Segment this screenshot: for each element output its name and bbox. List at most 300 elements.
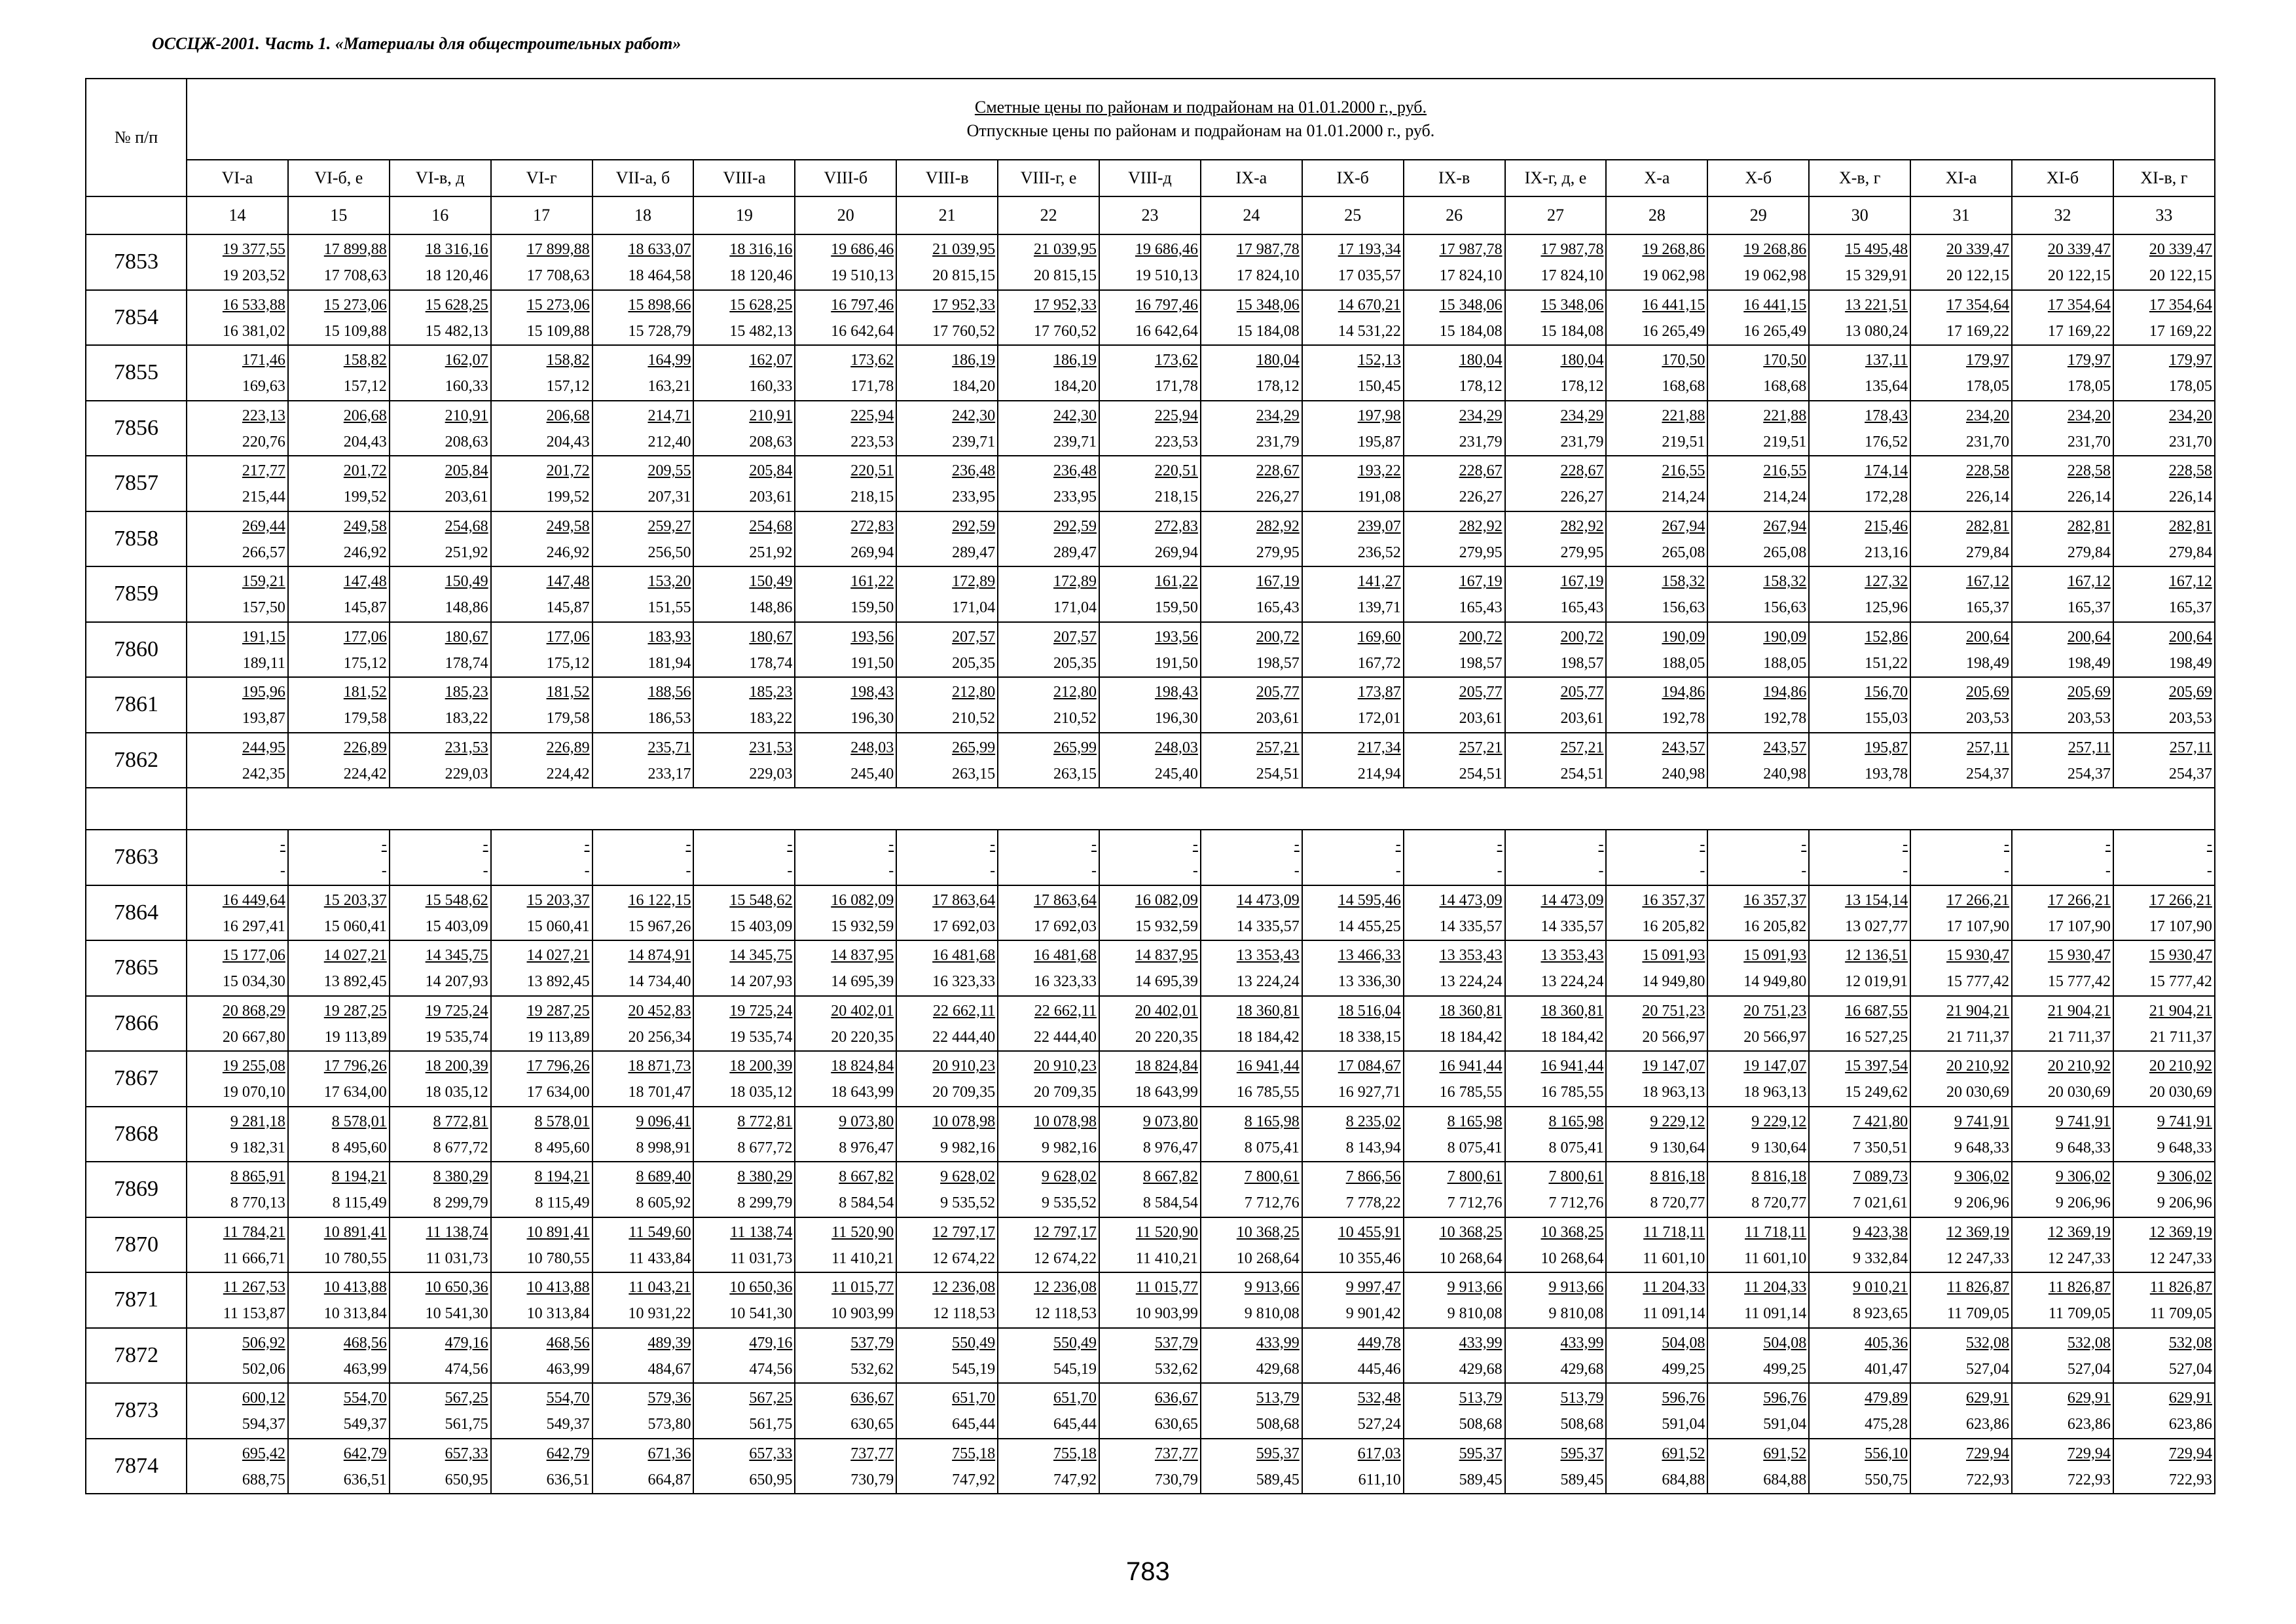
price-cell [1910, 1051, 2012, 1107]
estimated-price: 20 210,92 [2149, 1058, 2212, 1075]
estimated-price: 19 255,08 [222, 1058, 285, 1075]
price-cell [1505, 1107, 1607, 1162]
release-price: 20 030,69 [1946, 1084, 2010, 1101]
price-cell [390, 885, 491, 941]
release-price: 199,52 [343, 489, 387, 506]
release-price: 9 332,84 [1853, 1249, 1908, 1267]
release-price: 226,14 [2168, 489, 2212, 506]
estimated-price: 158,32 [1662, 573, 1705, 590]
estimated-price: 537,79 [850, 1334, 894, 1352]
release-price: 203,61 [445, 489, 488, 506]
caption-release-prices: Отпускные цены по районам и подрайонам на 01.01.2000 г., руб. [966, 121, 1435, 140]
release-price: 16 381,02 [222, 322, 285, 340]
estimated-price: 18 360,81 [1540, 1002, 1604, 1020]
price-cell [998, 996, 1099, 1052]
estimated-price: 532,48 [1357, 1390, 1401, 1407]
estimated-price: 221,88 [1763, 407, 1807, 424]
estimated-price: 17 899,88 [526, 241, 590, 258]
estimated-price: 10 650,36 [729, 1279, 793, 1296]
estimated-price: 11 784,21 [223, 1223, 285, 1241]
price-cell [2012, 511, 2113, 567]
estimated-price: 231,53 [749, 739, 793, 756]
release-price: 12 247,33 [2047, 1249, 2111, 1267]
price-cell [1404, 996, 1505, 1052]
price-cell [1201, 733, 1302, 788]
price-cell [998, 290, 1099, 346]
release-price: 204,43 [546, 433, 590, 451]
estimated-price: 18 516,04 [1338, 1002, 1401, 1020]
estimated-price: 205,69 [1966, 684, 2010, 701]
price-cell [288, 1107, 390, 1162]
price-cell [998, 1107, 1099, 1162]
price-cell [2113, 733, 2215, 788]
release-price: 16 642,64 [1135, 322, 1198, 340]
price-cell [2113, 622, 2215, 678]
release-price: 16 785,55 [1236, 1084, 1300, 1101]
release-price: 645,44 [1053, 1416, 1097, 1433]
estimated-price: 205,77 [1560, 684, 1604, 701]
blank-row-number-cell [86, 788, 187, 830]
price-cell [2012, 290, 2113, 346]
release-price: 589,45 [1560, 1471, 1604, 1488]
price-cell [1505, 511, 1607, 567]
estimated-price: 695,42 [242, 1445, 285, 1462]
price-cell [1809, 1217, 1910, 1273]
price-cell [1099, 401, 1201, 456]
price-cell [1606, 290, 1707, 346]
estimated-price: 9 229,12 [1650, 1113, 1705, 1130]
estimated-price: - [483, 836, 488, 853]
estimated-price: 16 441,15 [1743, 296, 1807, 314]
column-number: 23 [1099, 196, 1201, 234]
estimated-price: 600,12 [242, 1390, 285, 1407]
price-cell [390, 1328, 491, 1384]
price-cell [1910, 940, 2012, 996]
price-cell [288, 234, 390, 290]
price-cell [1910, 290, 2012, 346]
estimated-price: 405,36 [1865, 1334, 1908, 1352]
price-cell [693, 1162, 795, 1217]
price-cell [1404, 677, 1505, 733]
estimated-price: 159,21 [242, 573, 285, 590]
release-price: - [990, 862, 996, 879]
estimated-price: 7 800,61 [1244, 1168, 1300, 1185]
release-price: 148,86 [445, 599, 488, 616]
estimated-price: 15 397,54 [1845, 1058, 1908, 1075]
estimated-price: 16 082,09 [1135, 891, 1198, 909]
release-price: 747,92 [1053, 1471, 1097, 1488]
estimated-price: 629,91 [2168, 1390, 2212, 1407]
estimated-price: 200,64 [2067, 628, 2111, 646]
release-price: 18 184,42 [1540, 1028, 1604, 1046]
price-cell [1201, 622, 1302, 678]
row-number: 7860 [86, 622, 187, 678]
estimated-price: 14 473,09 [1439, 891, 1503, 909]
price-cell [2012, 401, 2113, 456]
row-number: 7858 [86, 511, 187, 567]
release-price: 184,20 [1053, 378, 1097, 395]
release-price: - [1395, 862, 1401, 879]
price-cell [1302, 733, 1404, 788]
price-cell [288, 996, 390, 1052]
estimated-price: - [381, 836, 387, 853]
release-price: 203,61 [1256, 710, 1300, 727]
price-cell [592, 345, 694, 401]
estimated-price: 12 136,51 [1845, 947, 1908, 964]
estimated-price: 180,04 [1459, 352, 1503, 369]
release-price: 254,51 [1459, 765, 1503, 783]
estimated-price: 21 904,21 [1946, 1002, 2010, 1020]
release-price: 218,15 [1154, 489, 1198, 506]
release-price: 193,87 [242, 710, 285, 727]
release-price: 8 770,13 [230, 1194, 285, 1211]
estimated-price: 642,79 [343, 1445, 387, 1462]
price-cell [1505, 290, 1607, 346]
estimated-price: 504,08 [1662, 1334, 1705, 1352]
estimated-price: 636,67 [1154, 1390, 1198, 1407]
row-number: 7857 [86, 456, 187, 511]
release-price: 14 207,93 [425, 973, 488, 990]
estimated-price: 17 987,78 [1236, 241, 1300, 258]
estimated-price: 9 010,21 [1853, 1279, 1908, 1296]
price-cell [1707, 456, 1809, 511]
release-price: 636,51 [546, 1471, 590, 1488]
price-cell [390, 1383, 491, 1439]
release-price: 13 224,24 [1540, 973, 1604, 990]
price-cell [1302, 622, 1404, 678]
price-cell [288, 1383, 390, 1439]
release-price: 213,16 [1865, 544, 1908, 561]
release-price: 636,51 [343, 1471, 387, 1488]
release-price: 16 642,64 [831, 322, 894, 340]
price-cell [1606, 1162, 1707, 1217]
estimated-price: 16 449,64 [222, 891, 285, 909]
price-cell [1606, 733, 1707, 788]
release-price: 157,50 [242, 599, 285, 616]
release-price: 21 711,37 [2149, 1028, 2212, 1046]
price-cell [187, 622, 288, 678]
table-row [86, 622, 2215, 678]
price-cell [693, 622, 795, 678]
estimated-price: 651,70 [1053, 1390, 1097, 1407]
release-price: - [888, 862, 894, 879]
price-cell [1910, 677, 2012, 733]
release-price: 256,50 [647, 544, 691, 561]
estimated-price: 8 380,29 [433, 1168, 488, 1185]
estimated-price: 14 874,91 [628, 947, 691, 964]
price-cell [2113, 345, 2215, 401]
release-price: 231,79 [1459, 433, 1503, 451]
estimated-price: 158,82 [546, 352, 590, 369]
table-row [86, 345, 2215, 401]
estimated-price: 595,37 [1560, 1445, 1604, 1462]
district-header: IX-в [1404, 160, 1505, 196]
estimated-price: 8 772,81 [433, 1113, 488, 1130]
table-row [86, 1272, 2215, 1328]
estimated-price: 190,09 [1763, 628, 1807, 646]
price-cell [491, 1217, 592, 1273]
release-price: 165,37 [1966, 599, 2010, 616]
price-cell [2113, 885, 2215, 941]
price-cell [1809, 1107, 1910, 1162]
price-cell [491, 830, 592, 885]
release-price: 445,46 [1357, 1360, 1401, 1378]
column-number: 26 [1404, 196, 1505, 234]
price-cell [592, 456, 694, 511]
estimated-price: 20 210,92 [2047, 1058, 2111, 1075]
estimated-price: 191,15 [242, 628, 285, 646]
estimated-price: - [888, 836, 894, 853]
release-price: 508,68 [1256, 1416, 1300, 1433]
release-price: 499,25 [1662, 1360, 1705, 1378]
estimated-price: - [990, 836, 996, 853]
release-price: 20 256,34 [628, 1028, 691, 1046]
estimated-price: 17 987,78 [1439, 241, 1503, 258]
price-cell [795, 1272, 896, 1328]
release-price: 17 107,90 [1946, 917, 2010, 935]
estimated-price: 9 741,91 [2157, 1113, 2212, 1130]
estimated-price: 479,16 [749, 1334, 793, 1352]
estimated-price: 20 868,29 [222, 1002, 285, 1020]
price-cell [390, 1051, 491, 1107]
release-price: 8 976,47 [1142, 1139, 1198, 1156]
row-number: 7854 [86, 290, 187, 346]
price-cell [1505, 456, 1607, 511]
estimated-price: 137,11 [1865, 352, 1908, 369]
price-cell [693, 996, 795, 1052]
release-price: 16 297,41 [222, 917, 285, 935]
estimated-price: 9 073,80 [1142, 1113, 1198, 1130]
release-price: 251,92 [445, 544, 488, 561]
price-cell [1809, 830, 1910, 885]
price-cell [896, 401, 998, 456]
release-price: 13 080,24 [1845, 322, 1908, 340]
estimated-price: 17 354,64 [2047, 296, 2111, 314]
district-header-row [86, 160, 2215, 196]
price-cell [1910, 885, 2012, 941]
estimated-price: 228,67 [1560, 462, 1604, 479]
estimated-price: 282,92 [1459, 517, 1503, 535]
release-price: - [1192, 862, 1198, 879]
estimated-price: 16 357,37 [1743, 891, 1807, 909]
release-price: 591,04 [1662, 1416, 1705, 1433]
estimated-price: 20 751,23 [1743, 1002, 1807, 1020]
price-cell [1201, 1383, 1302, 1439]
price-cell [1606, 885, 1707, 941]
release-price: 14 695,39 [831, 973, 894, 990]
column-number: 33 [2113, 196, 2215, 234]
price-cell [1809, 677, 1910, 733]
price-cell [795, 830, 896, 885]
estimated-price: 193,56 [1154, 628, 1198, 646]
price-cell [1404, 622, 1505, 678]
estimated-price: - [2004, 836, 2010, 853]
estimated-price: 8 165,98 [1548, 1113, 1604, 1130]
price-cell [998, 1439, 1099, 1494]
price-cell [187, 1162, 288, 1217]
estimated-price: 15 898,66 [628, 296, 691, 314]
estimated-price: 265,99 [1053, 739, 1097, 756]
estimated-price: 21 904,21 [2047, 1002, 2111, 1020]
release-price: 157,12 [546, 378, 590, 395]
release-price: 11 091,14 [1643, 1305, 1705, 1322]
release-price: 8 720,77 [1751, 1194, 1807, 1211]
price-cell [2113, 511, 2215, 567]
row-number: 7870 [86, 1217, 187, 1273]
price-cell [2012, 456, 2113, 511]
estimated-price: 9 306,02 [1954, 1168, 2010, 1185]
release-price: 15 403,09 [729, 917, 793, 935]
price-cell [1505, 733, 1607, 788]
release-price: 8 075,41 [1548, 1139, 1604, 1156]
price-cell [1302, 1328, 1404, 1384]
release-price: 10 268,64 [1439, 1249, 1503, 1267]
price-cell [693, 1107, 795, 1162]
price-cell [187, 996, 288, 1052]
release-price: 13 892,45 [526, 973, 590, 990]
release-price: 8 299,79 [433, 1194, 488, 1211]
estimated-price: 19 147,07 [1642, 1058, 1705, 1075]
row-number: 7873 [86, 1383, 187, 1439]
release-price: 484,67 [647, 1360, 691, 1378]
page-number: 783 [1126, 1557, 1170, 1586]
release-price: 8 075,41 [1244, 1139, 1300, 1156]
release-price: 11 410,21 [831, 1249, 894, 1267]
price-cell [2012, 1439, 2113, 1494]
price-cell [1404, 511, 1505, 567]
release-price: 747,92 [952, 1471, 996, 1488]
price-cell [1099, 290, 1201, 346]
release-price: 15 932,59 [1135, 917, 1198, 935]
release-price: 9 648,33 [2157, 1139, 2212, 1156]
release-price: 9 535,52 [940, 1194, 996, 1211]
price-cell [795, 885, 896, 941]
estimated-price: - [1091, 836, 1097, 853]
release-price: 171,78 [1154, 378, 1198, 395]
estimated-price: 729,94 [2168, 1445, 2212, 1462]
price-cell [1404, 456, 1505, 511]
row-number: 7859 [86, 566, 187, 622]
estimated-price: 19 377,55 [222, 241, 285, 258]
release-price: 254,51 [1560, 765, 1604, 783]
estimated-price: 7 800,61 [1447, 1168, 1503, 1185]
release-price: 195,87 [1357, 433, 1401, 451]
release-price: 178,74 [445, 654, 488, 672]
release-price: - [1598, 862, 1604, 879]
release-price: 664,87 [647, 1471, 691, 1488]
release-price: 688,75 [242, 1471, 285, 1488]
estimated-price: 162,07 [445, 352, 488, 369]
column-number: 14 [187, 196, 288, 234]
price-cell [1201, 566, 1302, 622]
price-cell [1606, 511, 1707, 567]
price-cell [693, 1328, 795, 1384]
estimated-price: 185,23 [445, 684, 488, 701]
estimated-price: 18 360,81 [1236, 1002, 1300, 1020]
estimated-price: 17 266,21 [2047, 891, 2111, 909]
release-price: 589,45 [1459, 1471, 1503, 1488]
release-price: 246,92 [546, 544, 590, 561]
table-row [86, 1439, 2215, 1494]
release-price: 172,28 [1865, 489, 1908, 506]
release-price: 12 019,91 [1845, 973, 1908, 990]
release-price: 208,63 [749, 433, 793, 451]
release-price: 16 323,33 [932, 973, 996, 990]
price-cell [491, 885, 592, 941]
release-price: 9 130,64 [1650, 1139, 1705, 1156]
estimated-price: 17 084,67 [1338, 1058, 1401, 1075]
estimated-price: 595,37 [1459, 1445, 1503, 1462]
price-cell [795, 677, 896, 733]
release-price: 179,58 [343, 710, 387, 727]
price-cell [1404, 940, 1505, 996]
estimated-price: 11 826,87 [2048, 1279, 2111, 1296]
price-cell [2113, 1383, 2215, 1439]
estimated-price: 282,92 [1560, 517, 1604, 535]
release-price: 21 711,37 [1946, 1028, 2010, 1046]
estimated-price: 468,56 [343, 1334, 387, 1352]
release-price: 14 734,40 [628, 973, 691, 990]
price-cell [390, 1272, 491, 1328]
estimated-price: 179,97 [2168, 352, 2212, 369]
release-price: 184,20 [952, 378, 996, 395]
price-cell [1707, 885, 1809, 941]
estimated-price: 147,48 [343, 573, 387, 590]
district-header: IX-а [1201, 160, 1302, 196]
price-cell [390, 622, 491, 678]
release-price: 12 247,33 [2149, 1249, 2212, 1267]
release-price: 10 268,64 [1236, 1249, 1300, 1267]
estimated-price: 172,89 [952, 573, 996, 590]
estimated-price: 205,84 [749, 462, 793, 479]
price-cell [1606, 622, 1707, 678]
release-price: 18 338,15 [1338, 1028, 1401, 1046]
price-cell [1707, 511, 1809, 567]
release-price: 20 030,69 [2047, 1084, 2111, 1101]
estimated-price: 14 670,21 [1338, 296, 1401, 314]
release-price: 179,58 [546, 710, 590, 727]
release-price: 7 778,22 [1345, 1194, 1401, 1211]
estimated-price: 242,30 [952, 407, 996, 424]
release-price: 231,70 [1966, 433, 2010, 451]
price-cell [1606, 1383, 1707, 1439]
price-cell [1201, 1217, 1302, 1273]
estimated-price: 228,58 [2168, 462, 2212, 479]
price-cell [187, 940, 288, 996]
estimated-price: 173,62 [1154, 352, 1198, 369]
price-cell [390, 996, 491, 1052]
release-price: 160,33 [749, 378, 793, 395]
price-cell [693, 940, 795, 996]
column-number-row [86, 196, 2215, 234]
estimated-price: 12 797,17 [1034, 1223, 1097, 1241]
estimated-price: 212,80 [952, 684, 996, 701]
estimated-price: 248,03 [1154, 739, 1198, 756]
release-price: 475,28 [1865, 1416, 1908, 1433]
release-price: 722,93 [2168, 1471, 2212, 1488]
estimated-price: 554,70 [546, 1390, 590, 1407]
release-price: 722,93 [2067, 1471, 2111, 1488]
estimated-price: 9 073,80 [839, 1113, 894, 1130]
release-price: 20 709,35 [932, 1084, 996, 1101]
estimated-price: 15 930,47 [2047, 947, 2111, 964]
price-cell [1099, 511, 1201, 567]
release-price: 15 403,09 [425, 917, 488, 935]
release-price: 19 510,13 [1135, 267, 1198, 284]
estimated-price: 20 210,92 [1946, 1058, 2010, 1075]
release-price: 532,62 [1154, 1360, 1198, 1378]
table-row [86, 1162, 2215, 1217]
